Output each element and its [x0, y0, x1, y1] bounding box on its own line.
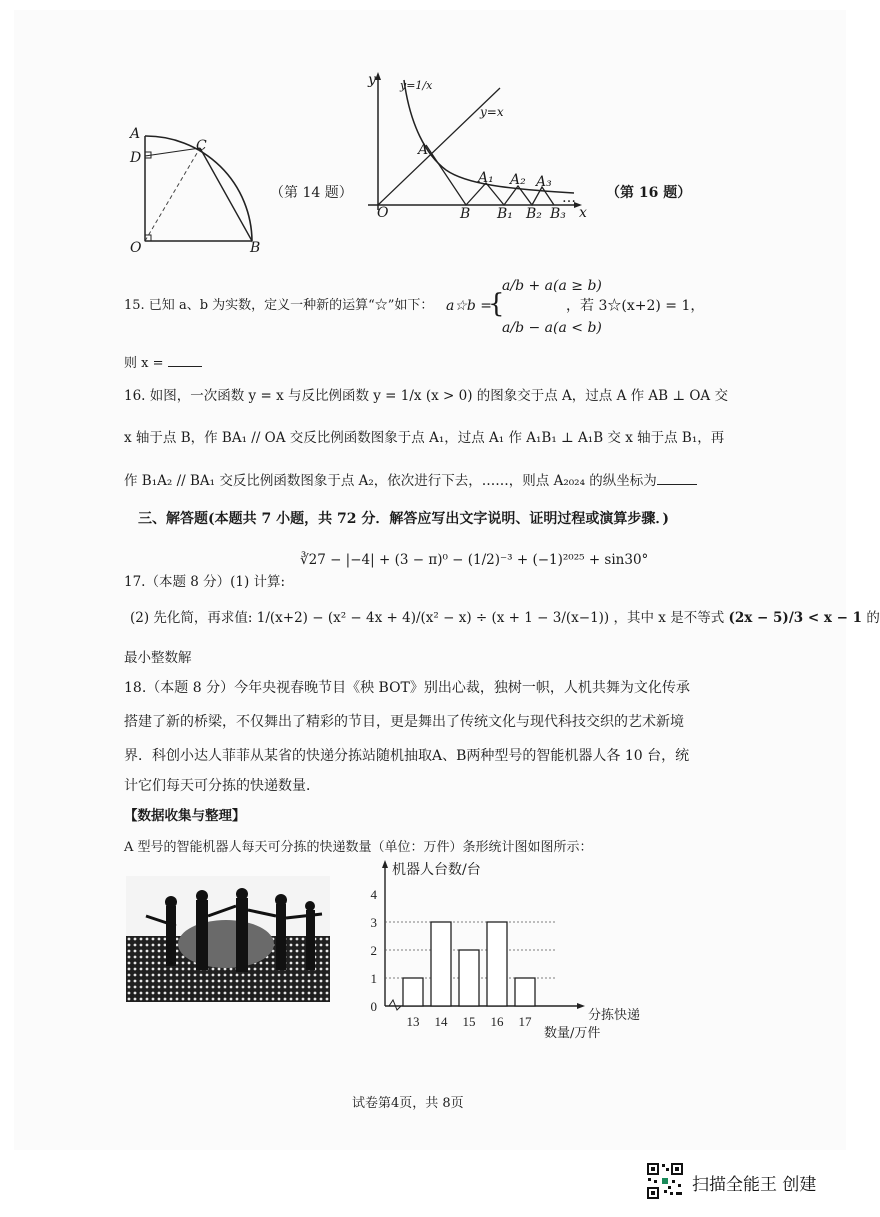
fig16-x-axis: x: [579, 205, 587, 221]
chart-bar: [515, 978, 535, 1006]
q18-heading: 【数据收集与整理】: [124, 808, 246, 824]
caption-fig16: （第 16 题）: [606, 185, 692, 201]
q18-line4: 计它们每天可分拣的快递数量．: [124, 778, 320, 794]
fig16-origin: O: [377, 205, 389, 221]
q17-line3: 最小整数解: [124, 650, 192, 666]
label-D-14: D: [130, 150, 142, 166]
chart-y-tick: 4: [370, 887, 377, 902]
label-B-14: B: [250, 240, 261, 256]
fig16-curve-label: y=1/x: [400, 79, 433, 92]
fig16-dots: …: [562, 190, 576, 206]
q17-line1: 17.（本题 8 分）(1) 计算:: [124, 574, 286, 590]
q16-answer-blank[interactable]: [657, 470, 697, 485]
chart-bar: [459, 950, 479, 1006]
q18-line1: 18.（本题 8 分）今年央视春晚节目《秧 BOT》别出心裁，独树一帜，人机共舞为文化传承: [124, 680, 690, 696]
fig16-point-B2: B₂: [526, 206, 542, 222]
scanner-brand: 扫描全能王 创建: [692, 1175, 817, 1195]
q17-inequality: (2x − 5)/3 < x − 1: [728, 610, 863, 626]
q15-case1: a/b + a(a ≥ b): [502, 278, 602, 294]
chart-x-tick: 14: [434, 1014, 448, 1029]
robot-dance-photo: [126, 876, 330, 1002]
bar-chart: [355, 856, 615, 1046]
chart-xlabel-line1: 分拣快递: [588, 1008, 641, 1023]
q17-expr1: ∛27 − |−4| + (3 − π)⁰ − (1/2)⁻³ + (−1)²⁰²⁵ + sin30°: [300, 552, 649, 568]
q17-expr2: 1/(x+2) − (x² − 4x + 4)/(x² − x) ÷ (x + 1 − 3/(x−1)): [256, 610, 610, 626]
chart-y-tick: 0: [370, 999, 377, 1014]
chart-xlabel-line2: 数量/万件: [544, 1026, 601, 1041]
fig16-point-A1: A₁: [478, 170, 494, 186]
chart-ylabel: 机器人台数/台: [392, 862, 481, 878]
section-3-heading: 三、解答题(本题共 7 小题，共 72 分．解答应写出文字说明、证明过程或演算步骤．): [138, 511, 669, 527]
fig16-point-B: B: [460, 206, 471, 222]
q15-lhs: a☆b =: [446, 298, 493, 314]
q18-line5: A 型号的智能机器人每天可分拣的快递数量（单位：万件）条形统计图如图所示：: [124, 840, 593, 855]
chart-y-tick: 3: [370, 915, 377, 930]
chart-axis-break: [389, 1000, 401, 1010]
caption-fig14: （第 14 题）: [270, 185, 353, 201]
chart-x-tick: 15: [462, 1014, 476, 1029]
chart-y-tick: 1: [370, 971, 377, 986]
label-C-14: C: [196, 138, 207, 154]
fig16-point-B1: B₁: [497, 206, 513, 222]
q16-line1: 16. 如图，一次函数 y = x 与反比例函数 y = 1/x (x > 0) 的图象交于点 A，过点 A 作 AB ⊥ OA 交: [124, 388, 728, 404]
q15-line2: 则 x =: [124, 352, 202, 374]
chart-x-tick: 17: [518, 1014, 532, 1029]
q16-line3: 作 B₁A₂ // BA₁ 交反比例函数图象于点 A₂，依次进行下去，……，则点 A₂₀₂₄ 的纵坐标为: [124, 470, 697, 491]
q18-line2: 搭建了新的桥梁，不仅舞出了精彩的节目，更是舞出了传统文化与现代科技交织的艺术新境: [124, 714, 684, 730]
fig16-point-A: A: [418, 142, 429, 158]
chart-x-arrow: [577, 1003, 585, 1009]
q17-line2: (2) 先化简，再求值: 1/(x+2) − (x² − 4x + 4)/(x² − x) ÷ (x + 1 − 3/(x−1)) ，其中 x 是不等式 (2x − 5)/3 < x − 1 的: [130, 610, 880, 626]
q15-answer-blank[interactable]: [168, 352, 202, 367]
page-number: 试卷第4页，共 8页: [352, 1096, 464, 1111]
q16-line2: x 轴于点 B，作 BA₁ // OA 交反比例函数图象于点 A₁，过点 A₁ 作 A₁B₁ ⊥ A₁B 交 x 轴于点 B₁，再: [124, 430, 725, 446]
chart-y-arrow: [382, 860, 388, 868]
label-A-14: A: [130, 126, 141, 142]
q15-line1: 15. 已知 a、b 为实数，定义一种新的运算“☆”如下：: [124, 298, 434, 313]
fig16-point-A3: A₃: [536, 174, 552, 190]
chart-bar: [431, 922, 451, 1006]
chart-bar: [403, 978, 423, 1006]
chart-bar: [487, 922, 507, 1006]
q15-case2: a/b − a(a < b): [502, 320, 602, 336]
fig16-y-axis: y: [368, 72, 376, 88]
q15-condition: ，若 3☆(x+2) = 1，: [566, 298, 705, 314]
qr-code-icon: [646, 1162, 684, 1200]
chart-x-tick: 13: [406, 1014, 420, 1029]
fig16-point-B3: B₃: [550, 206, 566, 222]
fig16-point-A2: A₂: [510, 172, 526, 188]
label-O-14: O: [130, 240, 142, 256]
q18-line3: 界．科创小达人菲菲从某省的快递分拣站随机抽取A、B两种型号的智能机器人各 10 台，统: [124, 748, 690, 764]
chart-y-tick: 2: [370, 943, 377, 958]
q15-brace: {: [488, 289, 505, 319]
chart-x-tick: 16: [490, 1014, 504, 1029]
fig16-line-label: y=x: [480, 105, 504, 119]
